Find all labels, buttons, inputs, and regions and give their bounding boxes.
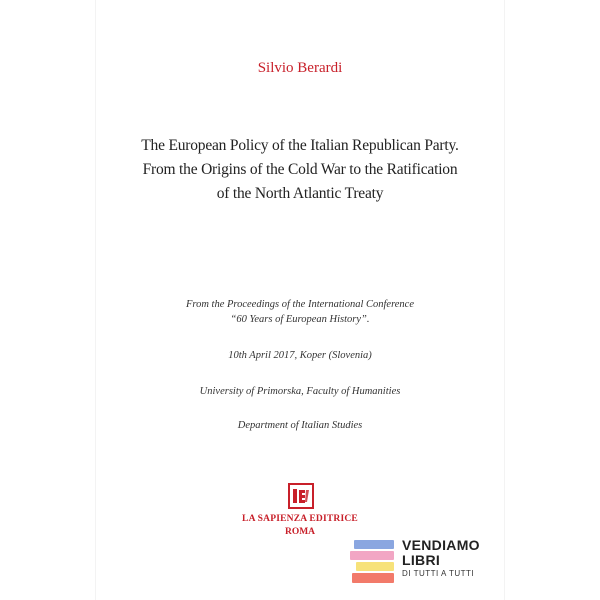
- university-line: University of Primorska, Faculty of Humanities: [199, 386, 401, 397]
- watermark-line-1: VENDIAMO: [402, 537, 480, 553]
- publisher-logo-icon: [288, 483, 314, 509]
- publisher-city: ROMA: [284, 527, 316, 537]
- proceedings-line-2: “60 Years of European History”.: [230, 314, 370, 325]
- publisher-name: LA SAPIENZA EDITRICE: [242, 514, 358, 524]
- book-title: [96, 134, 504, 206]
- title-line-2: From the Origins of the Cold War to the Ratification: [142, 161, 458, 178]
- date-place: 10th April 2017, Koper (Slovenia): [228, 350, 372, 361]
- book-cover-page: [96, 0, 504, 600]
- title-line-3: of the North Atlantic Treaty: [216, 185, 384, 202]
- proceedings-note: [96, 297, 504, 327]
- author-name: Silvio Berardi: [257, 60, 343, 76]
- department-line: Department of Italian Studies: [237, 420, 363, 431]
- books-stack-icon: [350, 538, 398, 588]
- watermark-line-2: LIBRI: [402, 552, 441, 568]
- vendiamo-libri-watermark: [350, 536, 490, 592]
- watermark-line-3: DI TUTTI A TUTTI: [402, 569, 475, 578]
- proceedings-line-1: From the Proceedings of the International Conference: [185, 299, 415, 310]
- title-line-1: The European Policy of the Italian Republican Party.: [141, 137, 459, 154]
